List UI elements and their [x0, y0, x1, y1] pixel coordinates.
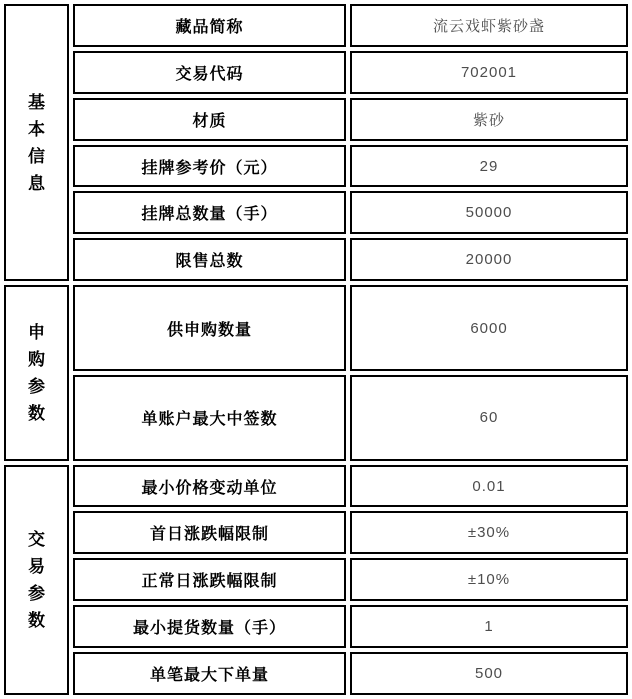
field-label: 正常日涨跌幅限制 [73, 558, 346, 601]
table-row [4, 465, 628, 508]
table-row [4, 558, 628, 601]
field-value: 500 [350, 652, 628, 695]
field-label: 限售总数 [73, 238, 346, 281]
table-row [4, 238, 628, 281]
field-label: 交易代码 [73, 51, 346, 94]
field-value: ±10% [350, 558, 628, 601]
table-row [4, 285, 628, 371]
field-value: 紫砂 [350, 98, 628, 141]
field-label: 供申购数量 [73, 285, 346, 371]
section-label [4, 4, 69, 281]
field-label: 单账户最大中签数 [73, 375, 346, 461]
field-value: 6000 [350, 285, 628, 371]
field-label: 挂牌总数量（手） [73, 191, 346, 234]
field-value: ±30% [350, 511, 628, 554]
field-value: 20000 [350, 238, 628, 281]
table-row [4, 191, 628, 234]
table-row [4, 652, 628, 695]
field-value: 流云戏虾紫砂盏 [350, 4, 628, 47]
field-value: 50000 [350, 191, 628, 234]
field-value: 702001 [350, 51, 628, 94]
table-row [4, 145, 628, 188]
field-label: 挂牌参考价（元） [73, 145, 346, 188]
field-value: 60 [350, 375, 628, 461]
field-label: 藏品简称 [73, 4, 346, 47]
field-value: 0.01 [350, 465, 628, 508]
field-label: 最小价格变动单位 [73, 465, 346, 508]
table-row [4, 511, 628, 554]
table-row [4, 375, 628, 461]
field-label: 材质 [73, 98, 346, 141]
field-label: 最小提货数量（手） [73, 605, 346, 648]
section-label-vertical-text: 基 本 信 息 [28, 92, 45, 193]
field-label: 单笔最大下单量 [73, 652, 346, 695]
field-label: 首日涨跌幅限制 [73, 511, 346, 554]
section-label [4, 285, 69, 460]
field-value: 29 [350, 145, 628, 188]
product-info-table-body [4, 4, 628, 695]
section-label [4, 465, 69, 695]
table-row [4, 4, 628, 47]
field-value: 1 [350, 605, 628, 648]
table-row [4, 605, 628, 648]
table-row [4, 51, 628, 94]
section-label-vertical-text: 申 购 参 数 [28, 322, 45, 423]
table-row [4, 98, 628, 141]
section-label-vertical-text: 交 易 参 数 [28, 529, 45, 630]
